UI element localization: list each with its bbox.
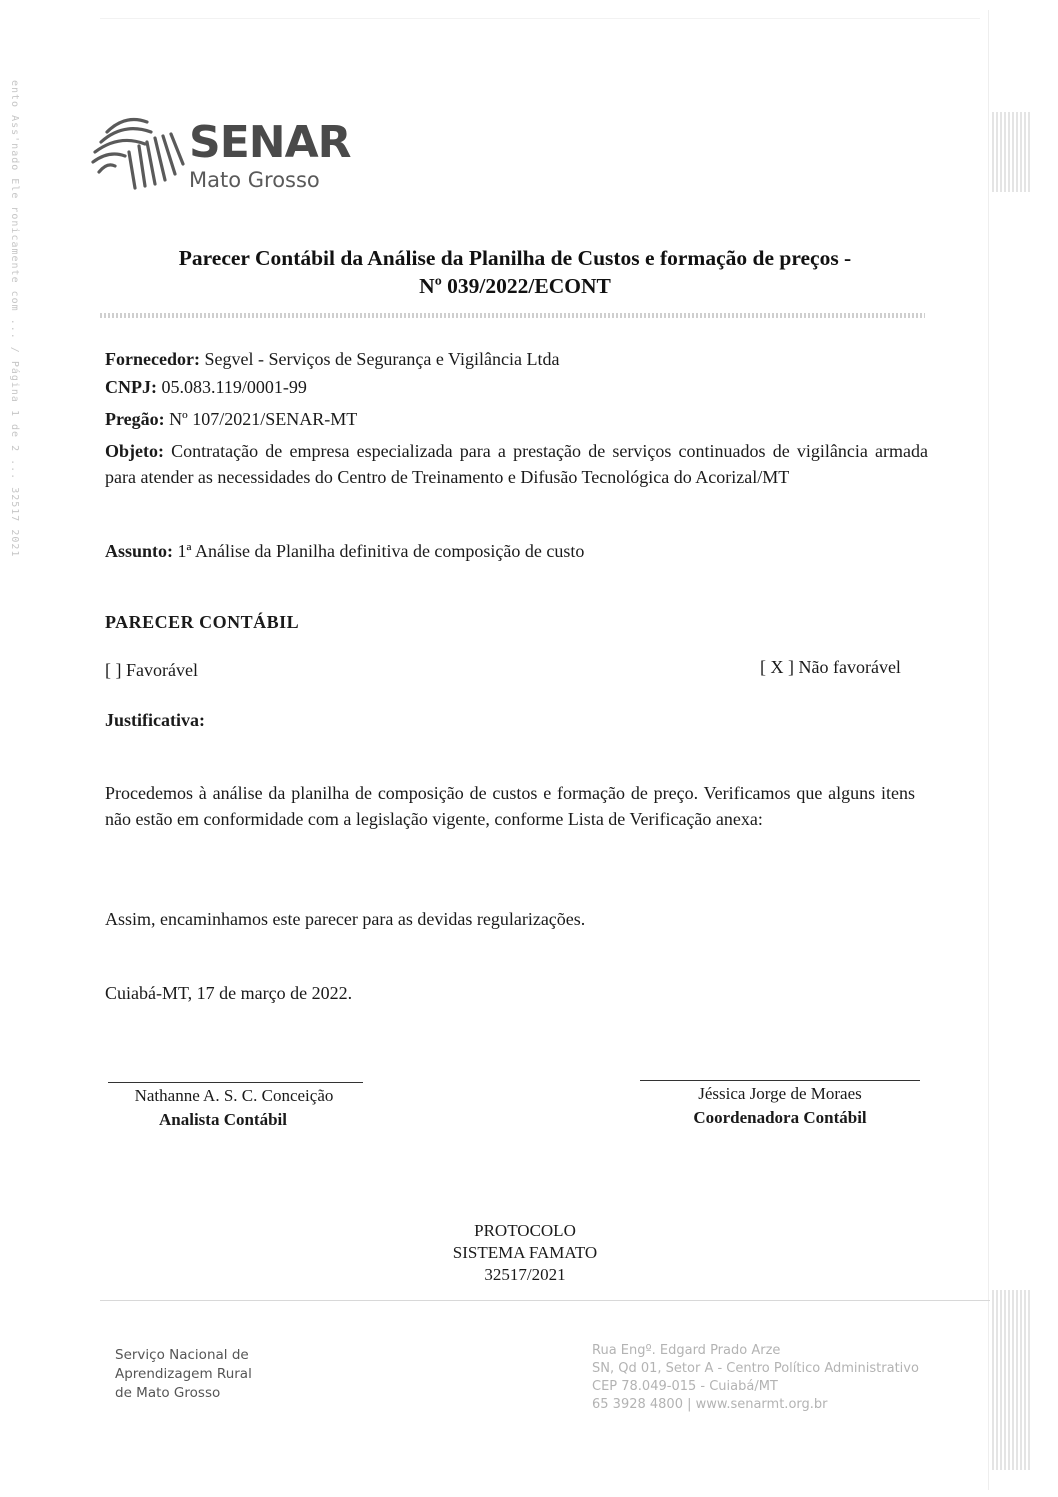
scan-edge-right bbox=[988, 10, 989, 1490]
protocol-line-1: PROTOCOLO bbox=[474, 1221, 576, 1240]
cnpj-field bbox=[105, 374, 307, 400]
footer-address-line-3: CEP 78.049-015 - Cuiabá/MT bbox=[592, 1379, 778, 1394]
footer-org-line-1: Serviço Nacional de bbox=[115, 1347, 249, 1363]
scan-noise-top bbox=[992, 112, 1032, 192]
scan-noise-bottom bbox=[992, 1290, 1032, 1470]
justificativa-paragraph: Procedemos à análise da planilha de composição de custos e formação de preço. Verificamos que alguns itens não estão em conformidade com a legislação vigente, conforme Lista de Verificação anexa: bbox=[105, 783, 915, 829]
pregao-label: Pregão: bbox=[105, 409, 165, 429]
objeto-field bbox=[105, 438, 928, 490]
footer-org-line-3: de Mato Grosso bbox=[115, 1385, 221, 1401]
date-line: Cuiabá-MT, 17 de março de 2022. bbox=[105, 983, 353, 1003]
title-line-1: Parecer Contábil da Análise da Planilha de Custos e formação de preços - bbox=[178, 246, 852, 270]
objeto-label: Objeto: bbox=[105, 441, 164, 461]
parecer-heading: PARECER CONTÁBIL bbox=[105, 612, 300, 632]
assunto-value: 1ª Análise da Planilha definitiva de composição de custo bbox=[177, 541, 585, 561]
scan-edge-top bbox=[100, 18, 980, 19]
senar-emblem-icon bbox=[85, 112, 185, 192]
footer-org-line-2: Aprendizagem Rural bbox=[115, 1366, 252, 1382]
footer-address-line-1: Rua Engº. Edgard Prado Arze bbox=[592, 1343, 781, 1358]
fornecedor-label: Fornecedor: bbox=[105, 349, 200, 369]
senar-logo bbox=[85, 112, 385, 202]
pregao-field bbox=[105, 406, 357, 432]
electronic-signature-stamp: ento Ass'nado Ele ronicamente com ... / Página 1 de 2 ... 32517 2021 bbox=[9, 80, 20, 558]
title-line-2: Nº 039/2022/ECONT bbox=[419, 274, 611, 298]
footer-address bbox=[592, 1342, 919, 1414]
title-divider bbox=[100, 313, 925, 318]
footer-address-line-2: SN, Qd 01, Setor A - Centro Político Administrativo bbox=[592, 1361, 919, 1376]
signature-name-right: Jéssica Jorge de Moraes bbox=[698, 1084, 862, 1103]
cnpj-label: CNPJ: bbox=[105, 377, 157, 397]
document-title bbox=[100, 244, 930, 300]
assunto-label: Assunto: bbox=[105, 541, 174, 561]
protocol-number: 32517/2021 bbox=[484, 1265, 566, 1284]
pregao-value: Nº 107/2021/SENAR-MT bbox=[169, 409, 358, 429]
footer-organization bbox=[115, 1346, 252, 1403]
signature-line-right bbox=[640, 1080, 920, 1081]
signature-role-left: Analista Contábil bbox=[159, 1110, 287, 1129]
signature-role-right: Coordenadora Contábil bbox=[693, 1108, 867, 1127]
fornecedor-value: Segvel - Serviços de Segurança e Vigilância Ltda bbox=[204, 349, 560, 369]
fornecedor-field bbox=[105, 346, 559, 372]
protocol-block bbox=[385, 1220, 665, 1286]
logo-wordmark: SENAR bbox=[189, 117, 351, 168]
protocol-line-2: SISTEMA FAMATO bbox=[452, 1243, 598, 1262]
signature-line-left bbox=[108, 1082, 363, 1083]
footer-address-line-4: 65 3928 4800 | www.senarmt.org.br bbox=[592, 1397, 828, 1412]
cnpj-value: 05.083.119/0001-99 bbox=[161, 377, 307, 397]
favoravel-option: [ ] Favorável bbox=[105, 660, 198, 680]
footer-divider bbox=[100, 1300, 990, 1301]
signature-name-left: Nathanne A. S. C. Conceição bbox=[134, 1086, 334, 1105]
logo-subtitle: Mato Grosso bbox=[189, 168, 320, 192]
assunto-field bbox=[105, 538, 584, 564]
nao-favoravel-option: [ X ] Não favorável bbox=[760, 657, 901, 677]
justificativa-label: Justificativa: bbox=[105, 710, 205, 730]
conclusion-paragraph: Assim, encaminhamos este parecer para as devidas regularizações. bbox=[105, 909, 586, 929]
objeto-value: Contratação de empresa especializada para a prestação de serviços continuados de vigilância armada para atender as necessidades do Centro de Treinamento e Difusão Tecnológica do Acorizal/MT bbox=[105, 441, 928, 487]
